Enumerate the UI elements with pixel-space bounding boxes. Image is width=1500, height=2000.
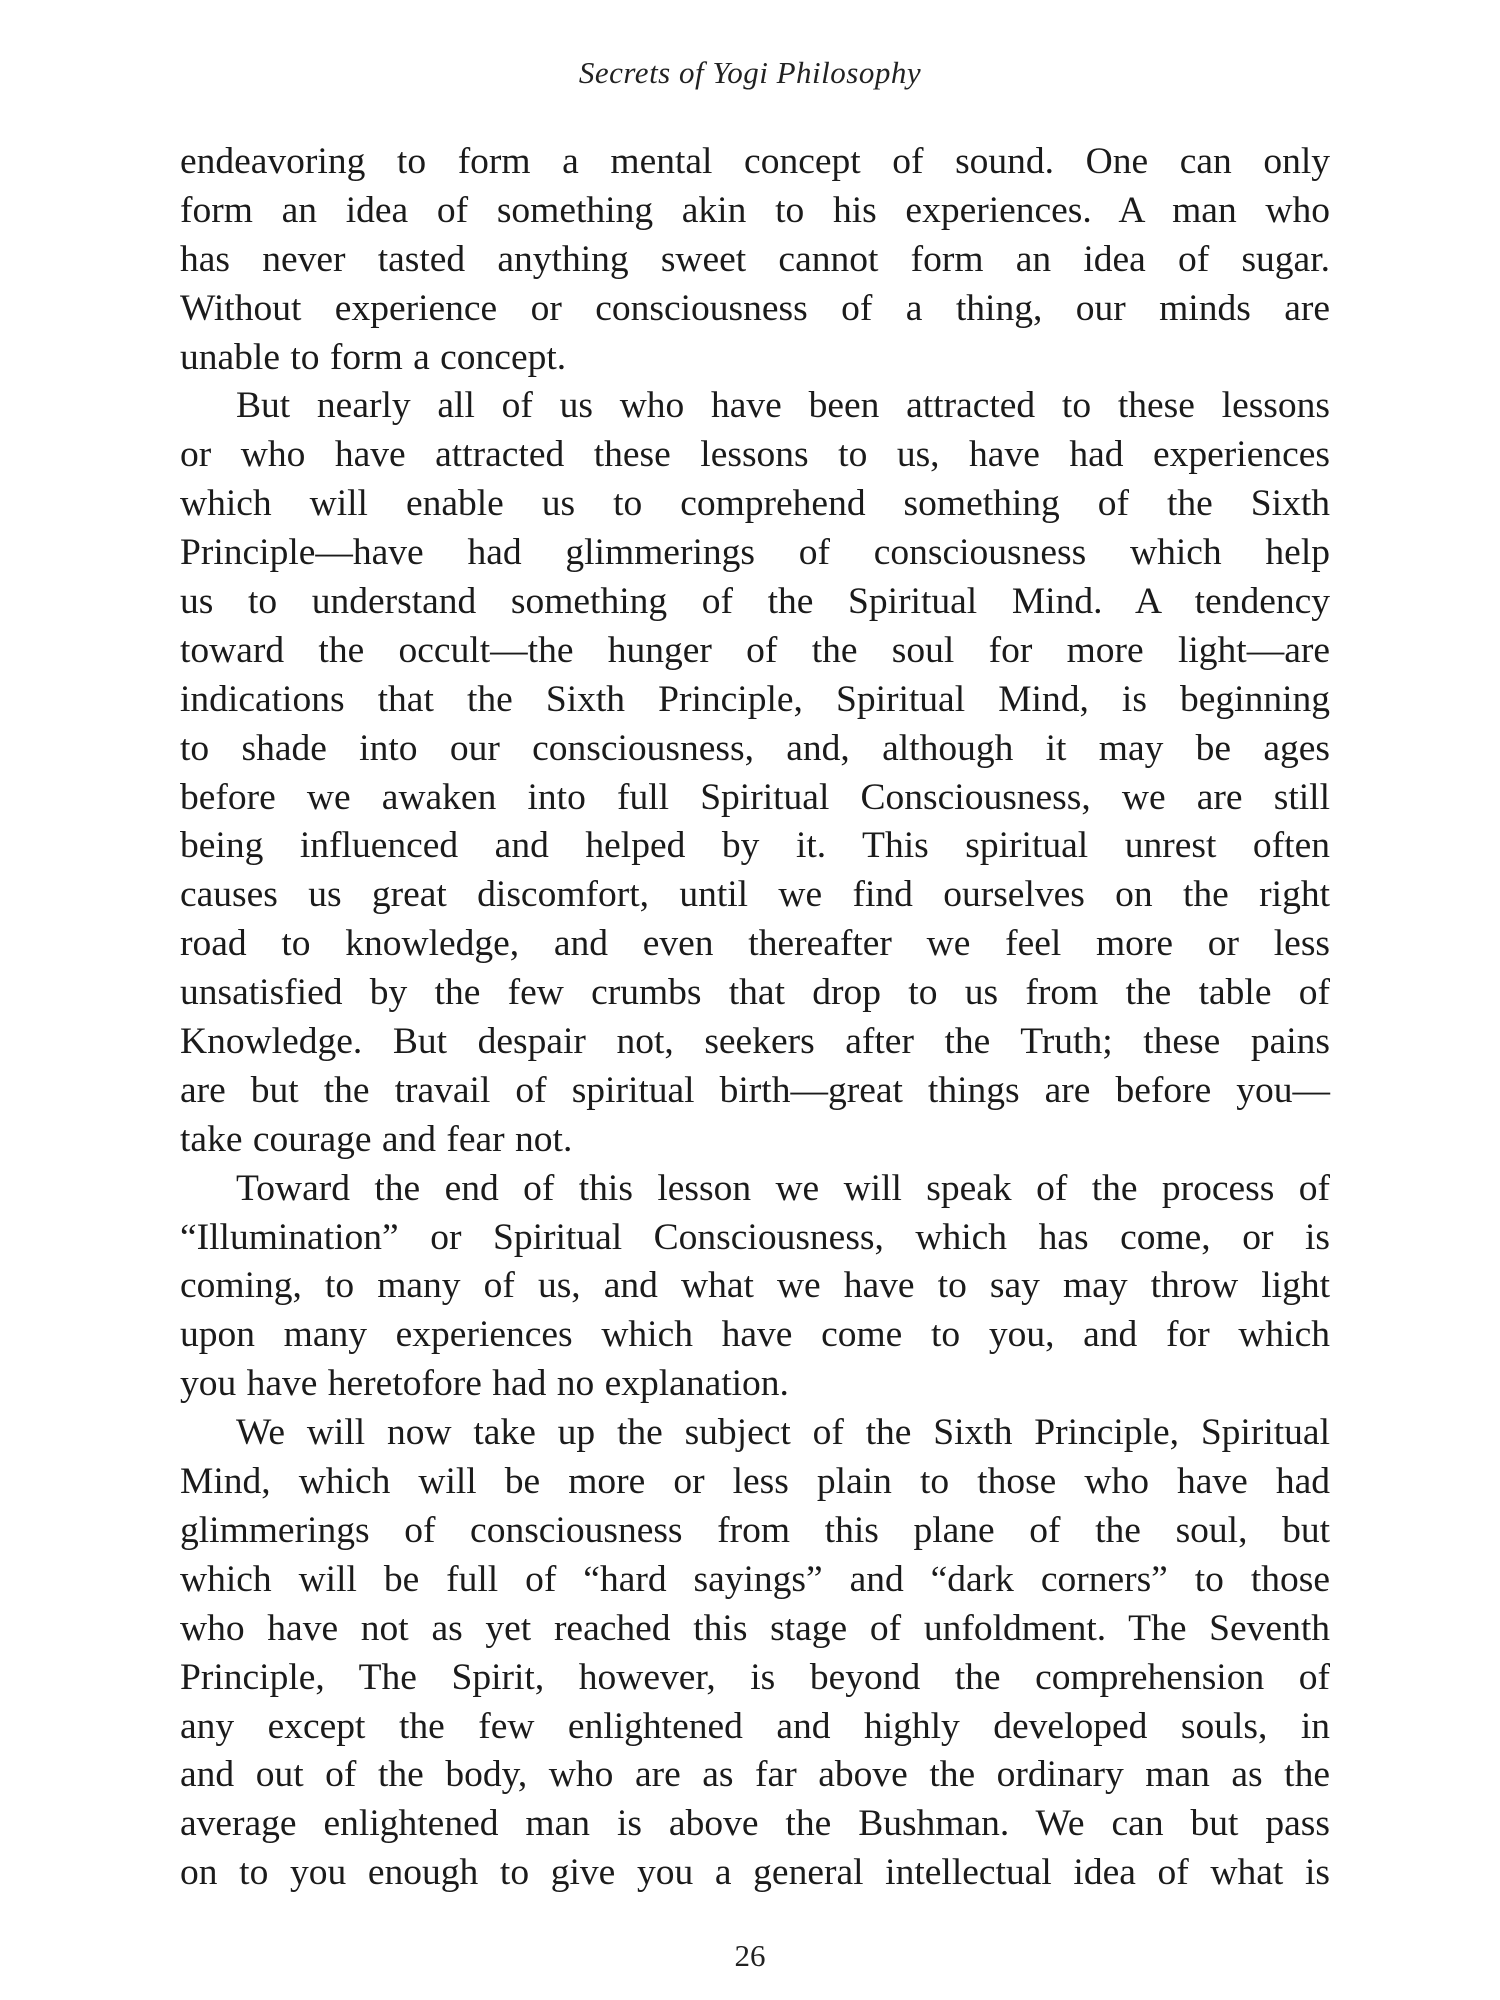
text-line: us to understand something of the Spiritual Mind. A tendency (180, 581, 1330, 623)
body-text (180, 138, 1330, 1898)
text-line: form an idea of something akin to his experiences. A man who (180, 189, 1330, 231)
text-line: unsatisfied by the few crumbs that drop to us from the table of (180, 972, 1330, 1014)
text-line: being influenced and helped by it. This spiritual unrest often (180, 825, 1330, 867)
text-line: Without experience or consciousness of a thing, our minds are (180, 287, 1330, 329)
text-line: which will be full of “hard sayings” and “dark corners” to those (180, 1558, 1330, 1600)
text-line: take courage and fear not. (180, 1118, 573, 1160)
text-line: “Illumination” or Spiritual Consciousness, which has come, or is (180, 1216, 1330, 1258)
text-line: you have heretofore had no explanation. (180, 1363, 789, 1405)
text-line: Principle, The Spirit, however, is beyond the comprehension of (180, 1656, 1330, 1698)
text-line: to shade into our consciousness, and, although it may be ages (180, 727, 1330, 769)
text-line: endeavoring to form a mental concept of sound. One can only (180, 141, 1330, 182)
text-line: coming, to many of us, and what we have to say may throw light (180, 1265, 1330, 1307)
text-line: before we awaken into full Spiritual Consciousness, we are still (180, 776, 1330, 818)
text-line: Toward the end of this lesson we will speak of the process of (236, 1167, 1330, 1209)
text-line: on to you enough to give you a general intellectual idea of what is (180, 1852, 1330, 1894)
text-line: We will now take up the subject of the Sixth Principle, Spiritual (236, 1412, 1330, 1454)
text-line: toward the occult—the hunger of the soul for more light—are (180, 629, 1330, 671)
text-line: glimmerings of consciousness from this plane of the soul, but (180, 1509, 1330, 1551)
text-line: upon many experiences which have come to you, and for which (180, 1314, 1330, 1356)
running-head: Secrets of Yogi Philosophy (578, 55, 922, 90)
page-number: 26 (734, 1938, 766, 1973)
text-line: and out of the body, who are as far above the ordinary man as the (180, 1754, 1330, 1796)
text-line: are but the travail of spiritual birth—great things are before you— (180, 1069, 1330, 1111)
text-line: unable to form a concept. (180, 336, 567, 378)
text-line: Mind, which will be more or less plain to those who have had (180, 1461, 1330, 1503)
text-line: Principle—have had glimmerings of consciousness which help (180, 532, 1330, 574)
text-line: average enlightened man is above the Bushman. We can but pass (180, 1803, 1330, 1845)
text-line: or who have attracted these lessons to us, have had experiences (180, 434, 1330, 476)
text-line: But nearly all of us who have been attracted to these lessons (236, 385, 1330, 427)
text-line: who have not as yet reached this stage of unfoldment. The Seventh (180, 1607, 1330, 1649)
text-line: causes us great discomfort, until we find ourselves on the right (180, 874, 1330, 916)
text-line: road to knowledge, and even thereafter we feel more or less (180, 923, 1330, 965)
text-line: which will enable us to comprehend something of the Sixth (180, 483, 1330, 525)
text-line: Knowledge. But despair not, seekers after the Truth; these pains (180, 1021, 1330, 1063)
text-line: has never tasted anything sweet cannot form an idea of sugar. (180, 238, 1330, 280)
text-line: any except the few enlightened and highly developed souls, in (180, 1705, 1330, 1747)
text-line: indications that the Sixth Principle, Spiritual Mind, is beginning (180, 678, 1330, 720)
